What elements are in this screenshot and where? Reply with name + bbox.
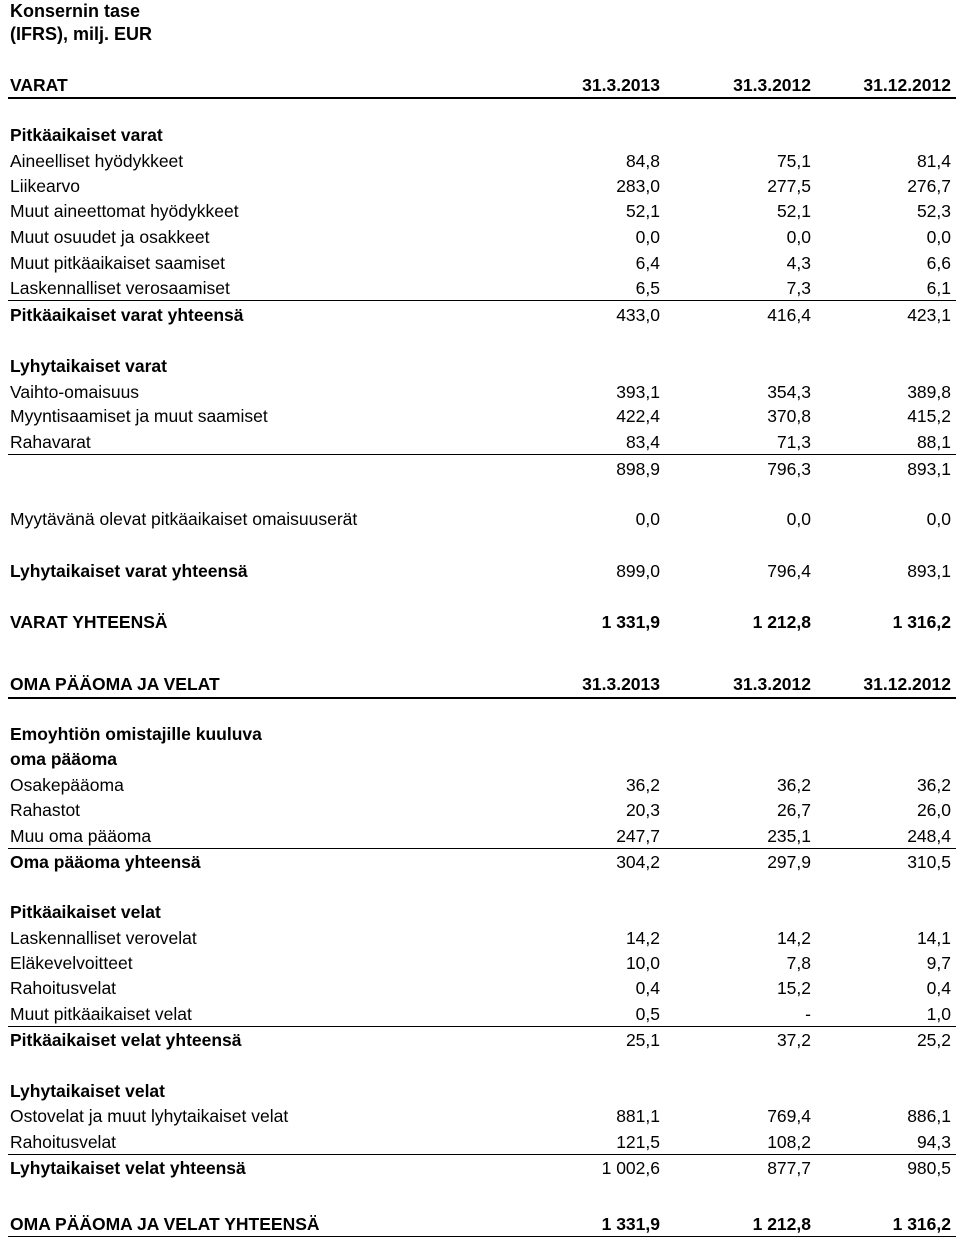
value-col1: 1 331,9	[601, 1214, 660, 1234]
column-header-2: 31.3.2012	[733, 75, 811, 95]
value-col3: 6,1	[926, 278, 951, 298]
row-label: Rahastot	[10, 800, 81, 820]
value-col2: -	[805, 1004, 811, 1024]
section-heading-label: Lyhytaikaiset varat	[10, 356, 167, 376]
value-col1: 881,1	[616, 1106, 660, 1126]
assets-header-row	[0, 74, 960, 96]
value-col2: 277,5	[767, 176, 811, 196]
assets-header-label: VARAT	[10, 75, 68, 95]
value-col1: 247,7	[616, 826, 660, 846]
value-col1: 20,3	[625, 800, 660, 820]
table-row	[0, 1105, 960, 1127]
row-label: Liikearvo	[10, 176, 81, 196]
row-label: Osakepääoma	[10, 775, 124, 795]
value-col3: 25,2	[916, 1030, 951, 1050]
value-col2: 4,3	[786, 253, 811, 273]
column-header-1: 31.3.2013	[582, 75, 660, 95]
subtotal-row	[0, 1157, 960, 1179]
value-col2: 416,4	[767, 305, 811, 325]
value-col1: 283,0	[616, 176, 660, 196]
table-row	[0, 825, 960, 847]
table-row	[0, 405, 960, 427]
value-col3: 88,1	[916, 432, 951, 452]
table-row	[0, 200, 960, 222]
row-label: Myytävänä olevat pitkäaikaiset omaisuuserät	[10, 509, 358, 529]
value-col2: 14,2	[776, 928, 811, 948]
value-col1: 898,9	[616, 459, 660, 479]
value-col2: 37,2	[776, 1030, 811, 1050]
value-col1: 0,4	[635, 978, 660, 998]
value-col2: 0,0	[786, 509, 811, 529]
value-col1: 422,4	[616, 406, 660, 426]
section-heading-label: Pitkäaikaiset velat	[10, 902, 161, 922]
value-col3: 36,2	[916, 775, 951, 795]
value-col2: 75,1	[776, 151, 811, 171]
value-col1: 0,0	[635, 509, 660, 529]
table-row	[0, 381, 960, 403]
section-heading	[0, 901, 960, 923]
section-heading-label: Lyhytaikaiset velat	[10, 1081, 165, 1101]
row-divider	[8, 300, 956, 301]
value-col1: 393,1	[616, 382, 660, 402]
table-row	[0, 431, 960, 453]
value-col3: 893,1	[907, 459, 951, 479]
value-col2: 796,3	[767, 459, 811, 479]
value-col3: 415,2	[907, 406, 951, 426]
row-label: Myyntisaamiset ja muut saamiset	[10, 406, 268, 426]
row-divider	[8, 1026, 956, 1027]
value-col3: 389,8	[907, 382, 951, 402]
row-label: Aineelliset hyödykkeet	[10, 151, 184, 171]
section-heading-label: Emoyhtiön omistajille kuuluva	[10, 724, 262, 744]
section-heading-label: oma pääoma	[10, 749, 117, 769]
value-col2: 1 212,8	[752, 1214, 811, 1234]
value-col1: 1 002,6	[601, 1158, 660, 1178]
assets-header-rule	[8, 97, 956, 99]
value-col3: 6,6	[926, 253, 951, 273]
table-row	[0, 508, 960, 530]
value-col2: 769,4	[767, 1106, 811, 1126]
equity-header-label: OMA PÄÄOMA JA VELAT	[10, 674, 220, 694]
value-col1: 83,4	[625, 432, 660, 452]
value-col3: 52,3	[916, 201, 951, 221]
value-col3: 0,0	[926, 509, 951, 529]
row-label: Rahavarat	[10, 432, 91, 452]
value-col3: 81,4	[916, 151, 951, 171]
value-col3: 26,0	[916, 800, 951, 820]
value-col1: 36,2	[625, 775, 660, 795]
section-heading	[0, 748, 960, 770]
value-col1: 6,4	[635, 253, 660, 273]
value-col2: 796,4	[767, 561, 811, 581]
row-label: Muut aineettomat hyödykkeet	[10, 201, 239, 221]
column-header-3: 31.12.2012	[863, 674, 951, 694]
value-col2: 36,2	[776, 775, 811, 795]
value-col1: 10,0	[625, 953, 660, 973]
value-col1: 52,1	[625, 201, 660, 221]
value-col2: 26,7	[776, 800, 811, 820]
row-label: Muut osuudet ja osakkeet	[10, 227, 210, 247]
value-col3: 248,4	[907, 826, 951, 846]
page-title: Konsernin tase	[10, 1, 141, 21]
value-col3: 886,1	[907, 1106, 951, 1126]
row-label: Rahoitusvelat	[10, 978, 117, 998]
table-row	[0, 799, 960, 821]
row-label: Muut pitkäaikaiset saamiset	[10, 253, 225, 273]
value-col1: 6,5	[635, 278, 660, 298]
equity-header-row	[0, 673, 960, 695]
table-row	[0, 774, 960, 796]
value-col2: 1 212,8	[752, 612, 811, 632]
row-label: Oma pääoma yhteensä	[10, 852, 201, 872]
table-row	[0, 977, 960, 999]
value-col2: 370,8	[767, 406, 811, 426]
section-heading	[0, 355, 960, 377]
row-label: Lyhytaikaiset varat yhteensä	[10, 561, 248, 581]
row-divider	[8, 454, 956, 455]
value-col1: 84,8	[625, 151, 660, 171]
value-col2: 15,2	[776, 978, 811, 998]
row-label: VARAT YHTEENSÄ	[10, 612, 168, 632]
value-col1: 433,0	[616, 305, 660, 325]
value-col3: 980,5	[907, 1158, 951, 1178]
value-col3: 9,7	[926, 953, 951, 973]
bottom-rule	[8, 1236, 956, 1237]
value-col1: 899,0	[616, 561, 660, 581]
value-col3: 94,3	[916, 1132, 951, 1152]
subtotal-row	[0, 851, 960, 873]
row-label: Muut pitkäaikaiset velat	[10, 1004, 192, 1024]
row-label: Lyhytaikaiset velat yhteensä	[10, 1158, 246, 1178]
value-col1: 1 331,9	[601, 612, 660, 632]
row-divider	[8, 1154, 956, 1155]
table-row	[0, 277, 960, 299]
row-label: Vaihto-omaisuus	[10, 382, 140, 402]
table-row	[0, 175, 960, 197]
row-label: Rahoitusvelat	[10, 1132, 117, 1152]
value-col1: 121,5	[616, 1132, 660, 1152]
value-col3: 0,4	[926, 978, 951, 998]
value-col2: 7,8	[786, 953, 811, 973]
value-col1: 304,2	[616, 852, 660, 872]
value-col3: 0,0	[926, 227, 951, 247]
table-row	[0, 1003, 960, 1025]
subtotal-row	[0, 1029, 960, 1051]
row-label: Muu oma pääoma	[10, 826, 152, 846]
equity-header-rule	[8, 697, 956, 699]
value-col3: 1 316,2	[892, 612, 951, 632]
value-col3: 276,7	[907, 176, 951, 196]
row-label: Pitkäaikaiset velat yhteensä	[10, 1030, 242, 1050]
value-col2: 877,7	[767, 1158, 811, 1178]
value-col2: 71,3	[776, 432, 811, 452]
value-col2: 108,2	[767, 1132, 811, 1152]
value-col3: 1,0	[926, 1004, 951, 1024]
row-label: Laskennalliset verovelat	[10, 928, 197, 948]
row-label: Pitkäaikaiset varat yhteensä	[10, 305, 244, 325]
section-heading	[0, 723, 960, 745]
grand-total-row	[0, 611, 960, 633]
row-label: OMA PÄÄOMA JA VELAT YHTEENSÄ	[10, 1214, 320, 1234]
section-heading-label: Pitkäaikaiset varat	[10, 125, 163, 145]
value-col1: 0,5	[635, 1004, 660, 1024]
value-col3: 423,1	[907, 305, 951, 325]
value-col1: 14,2	[625, 928, 660, 948]
value-col2: 0,0	[786, 227, 811, 247]
value-col3: 893,1	[907, 561, 951, 581]
row-label: Ostovelat ja muut lyhytaikaiset velat	[10, 1106, 289, 1126]
value-col3: 14,1	[916, 928, 951, 948]
table-row	[0, 150, 960, 172]
column-header-3: 31.12.2012	[863, 75, 951, 95]
section-heading	[0, 124, 960, 146]
subtotal-row	[0, 304, 960, 326]
value-col1: 25,1	[625, 1030, 660, 1050]
value-col2: 52,1	[776, 201, 811, 221]
value-col1: 0,0	[635, 227, 660, 247]
table-row	[0, 1131, 960, 1153]
subtotal-row	[0, 560, 960, 582]
page-subtitle: (IFRS), milj. EUR	[10, 24, 153, 44]
value-col2: 297,9	[767, 852, 811, 872]
table-row	[0, 252, 960, 274]
row-divider	[8, 848, 956, 849]
value-col2: 235,1	[767, 826, 811, 846]
table-row	[0, 927, 960, 949]
grand-total-row	[0, 1213, 960, 1235]
value-col2: 7,3	[786, 278, 811, 298]
value-col3: 310,5	[907, 852, 951, 872]
subtotal-row	[0, 458, 960, 480]
value-col3: 1 316,2	[892, 1214, 951, 1234]
table-row	[0, 226, 960, 248]
value-col2: 354,3	[767, 382, 811, 402]
column-header-1: 31.3.2013	[582, 674, 660, 694]
row-label: Eläkevelvoitteet	[10, 953, 133, 973]
row-label: Laskennalliset verosaamiset	[10, 278, 230, 298]
column-header-2: 31.3.2012	[733, 674, 811, 694]
table-row	[0, 952, 960, 974]
section-heading	[0, 1080, 960, 1102]
